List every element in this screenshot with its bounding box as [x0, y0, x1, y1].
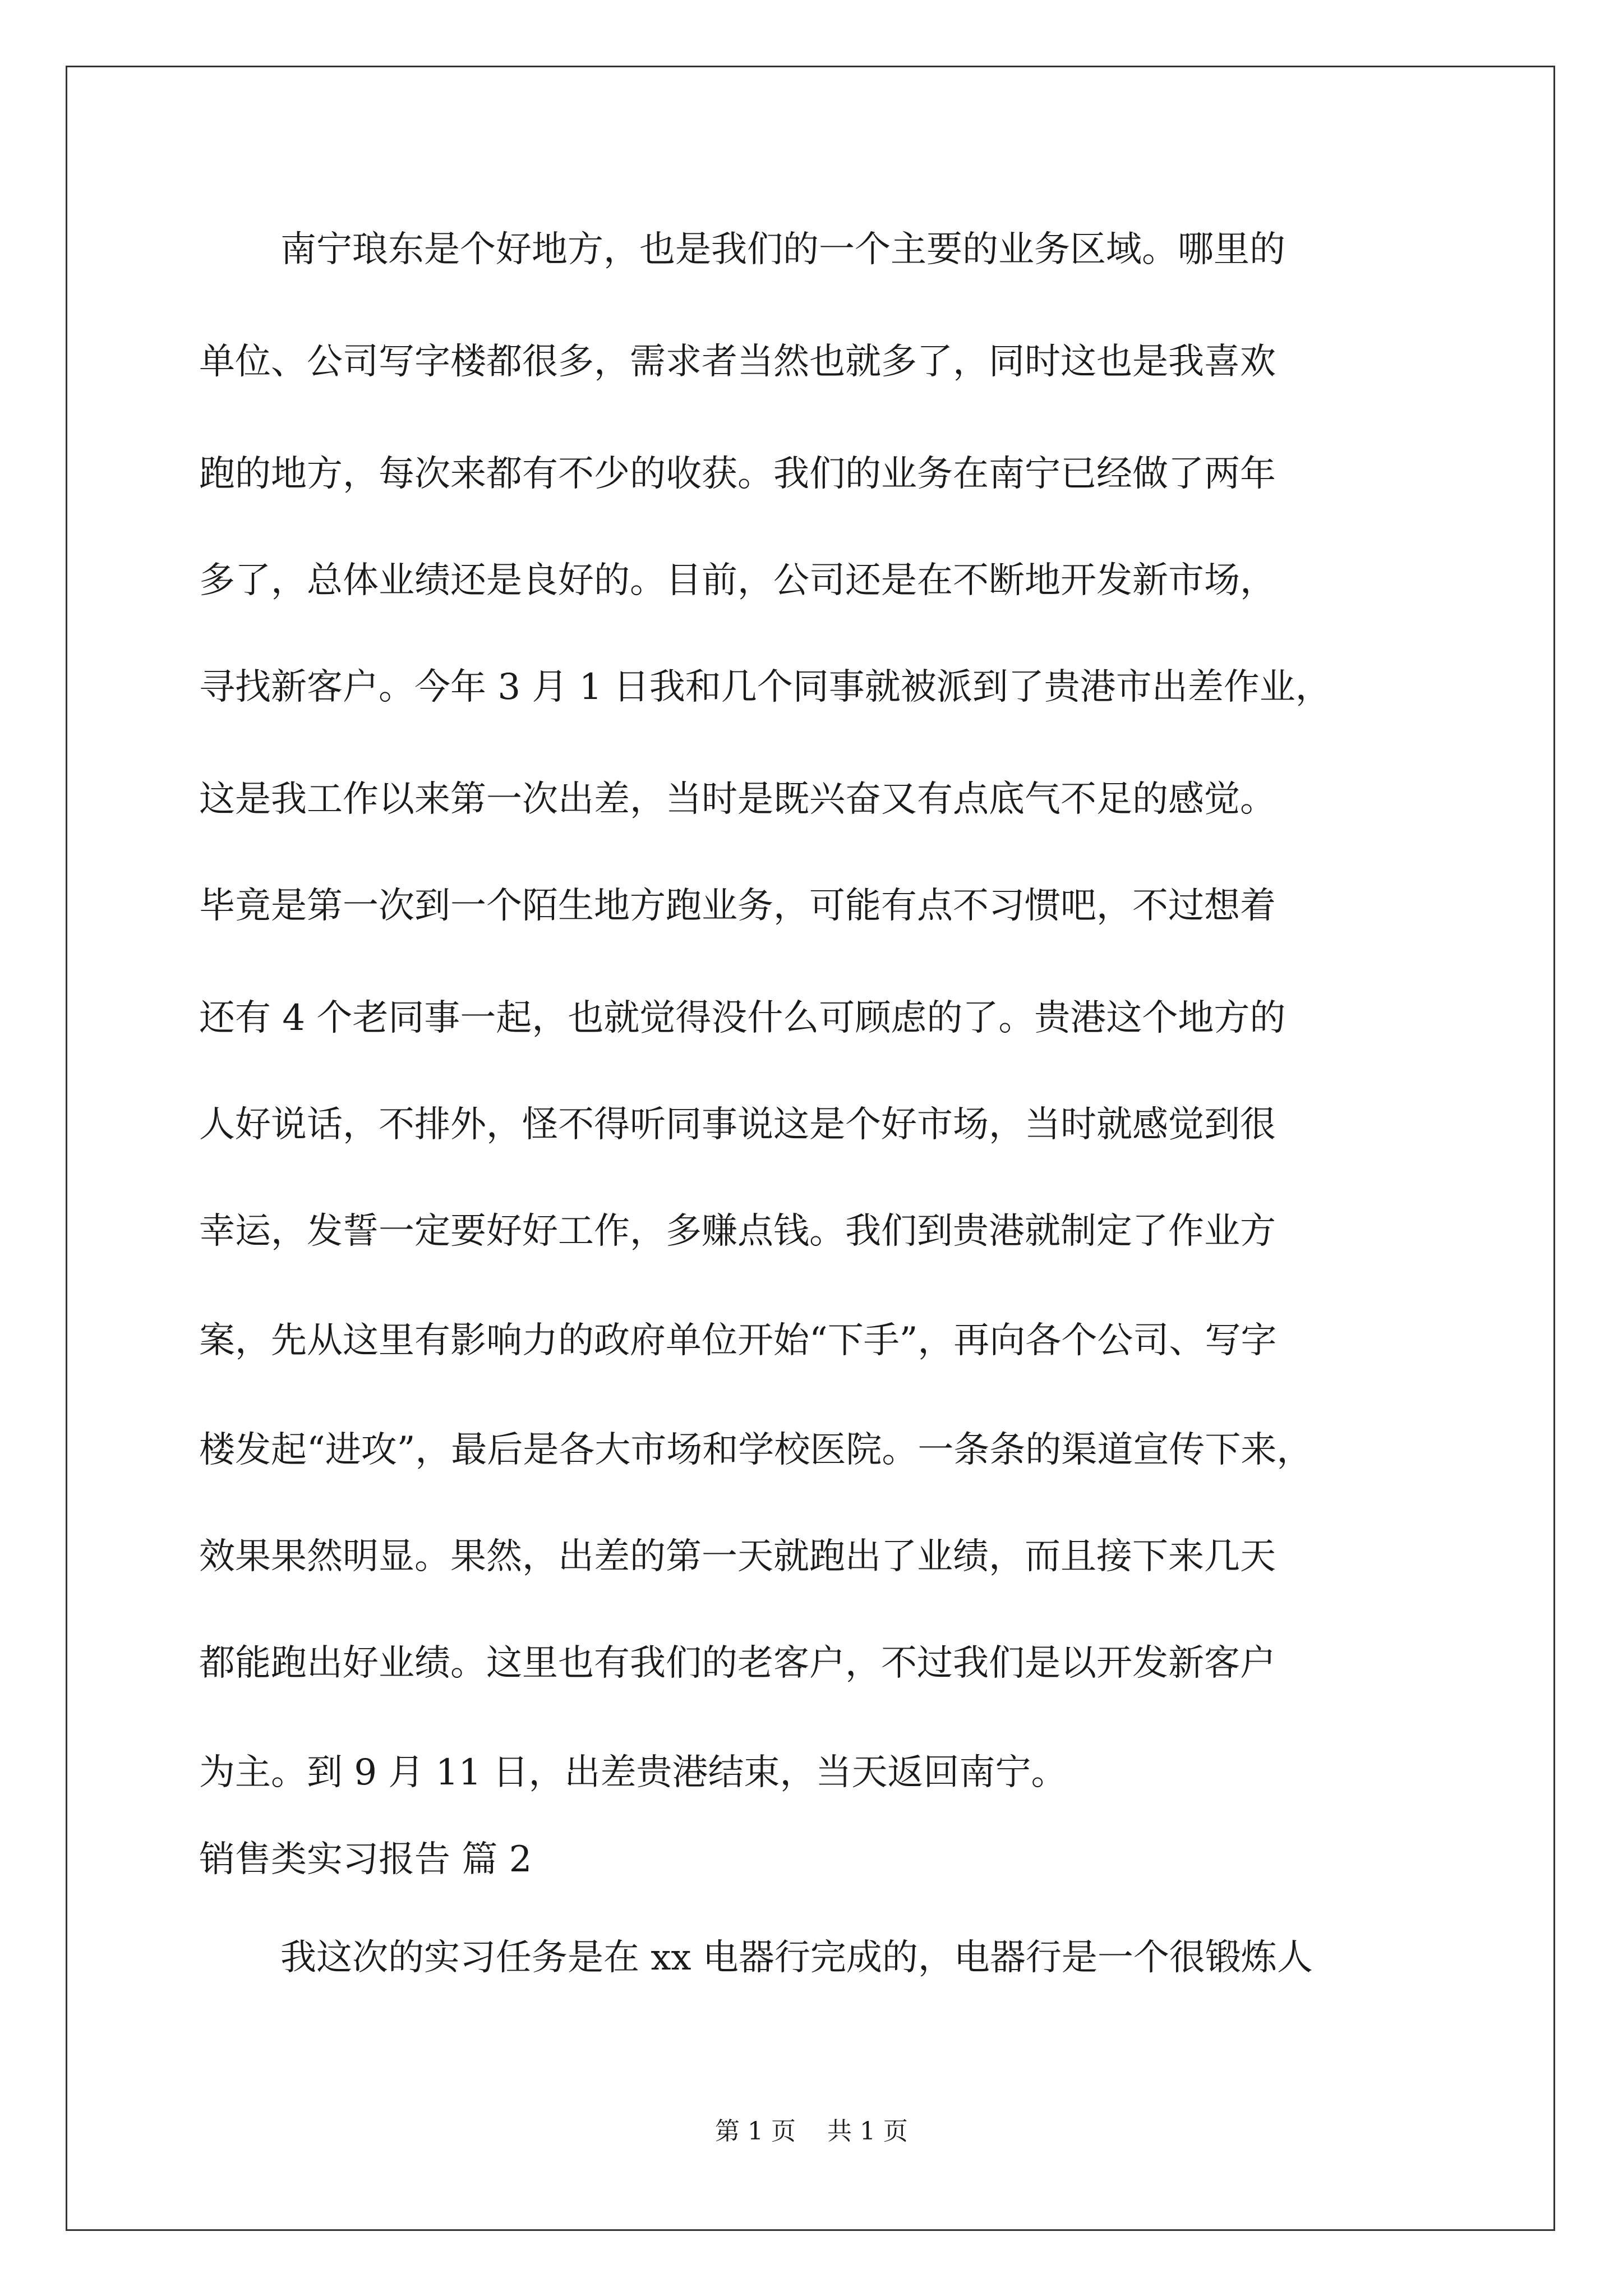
page-number-footer: 第 1 页 共 1 页 — [715, 2117, 908, 2146]
text-line: 人好说话，不排外，怪不得听同事说这是个好市场，当时就感觉到很 — [199, 1104, 1276, 1145]
section-heading: 销售类实习报告 篇 2 — [199, 1839, 532, 1880]
text-line: 都能跑出好业绩。这里也有我们的老客户，不过我们是以开发新客户 — [199, 1642, 1276, 1684]
text-line: 寻找新客户。今年 3 月 1 日我和几个同事就被派到了贵港市出差作业， — [199, 666, 1331, 708]
text-line: 多了，总体业绩还是良好的。目前，公司还是在不断地开发新市场， — [199, 560, 1276, 601]
text-line: 案，先从这里有影响力的政府单位开始“下手”，再向各个公司、写字 — [199, 1320, 1277, 1361]
text-line: 毕竟是第一次到一个陌生地方跑业务，可能有点不习惯吧，不过想着 — [199, 885, 1276, 927]
text-line: 为主。到 9 月 11 日，出差贵港结束，当天返回南宁。 — [199, 1752, 1067, 1793]
text-line: 我这次的实习任务是在 xx 电器行完成的，电器行是一个很锻炼人 — [280, 1937, 1313, 1978]
text-line: 跑的地方，每次来都有不少的收获。我们的业务在南宁已经做了两年 — [199, 453, 1276, 495]
text-line: 南宁琅东是个好地方，也是我们的一个主要的业务区域。哪里的 — [280, 229, 1285, 270]
text-line: 楼发起“进攻”，最后是各大市场和学校医院。一条条的渠道宣传下来， — [199, 1429, 1313, 1471]
text-line: 效果果然明显。果然，出差的第一天就跑出了业绩，而且接下来几天 — [199, 1536, 1276, 1577]
text-line: 幸运，发誓一定要好好工作，多赚点钱。我们到贵港就制定了作业方 — [199, 1211, 1276, 1252]
text-line: 单位、公司写字楼都很多，需求者当然也就多了，同时这也是我喜欢 — [199, 341, 1276, 383]
text-line: 还有 4 个老同事一起，也就觉得没什么可顾虑的了。贵港这个地方的 — [199, 997, 1286, 1039]
text-line: 这是我工作以来第一次出差，当时是既兴奋又有点底气不足的感觉。 — [199, 779, 1276, 820]
